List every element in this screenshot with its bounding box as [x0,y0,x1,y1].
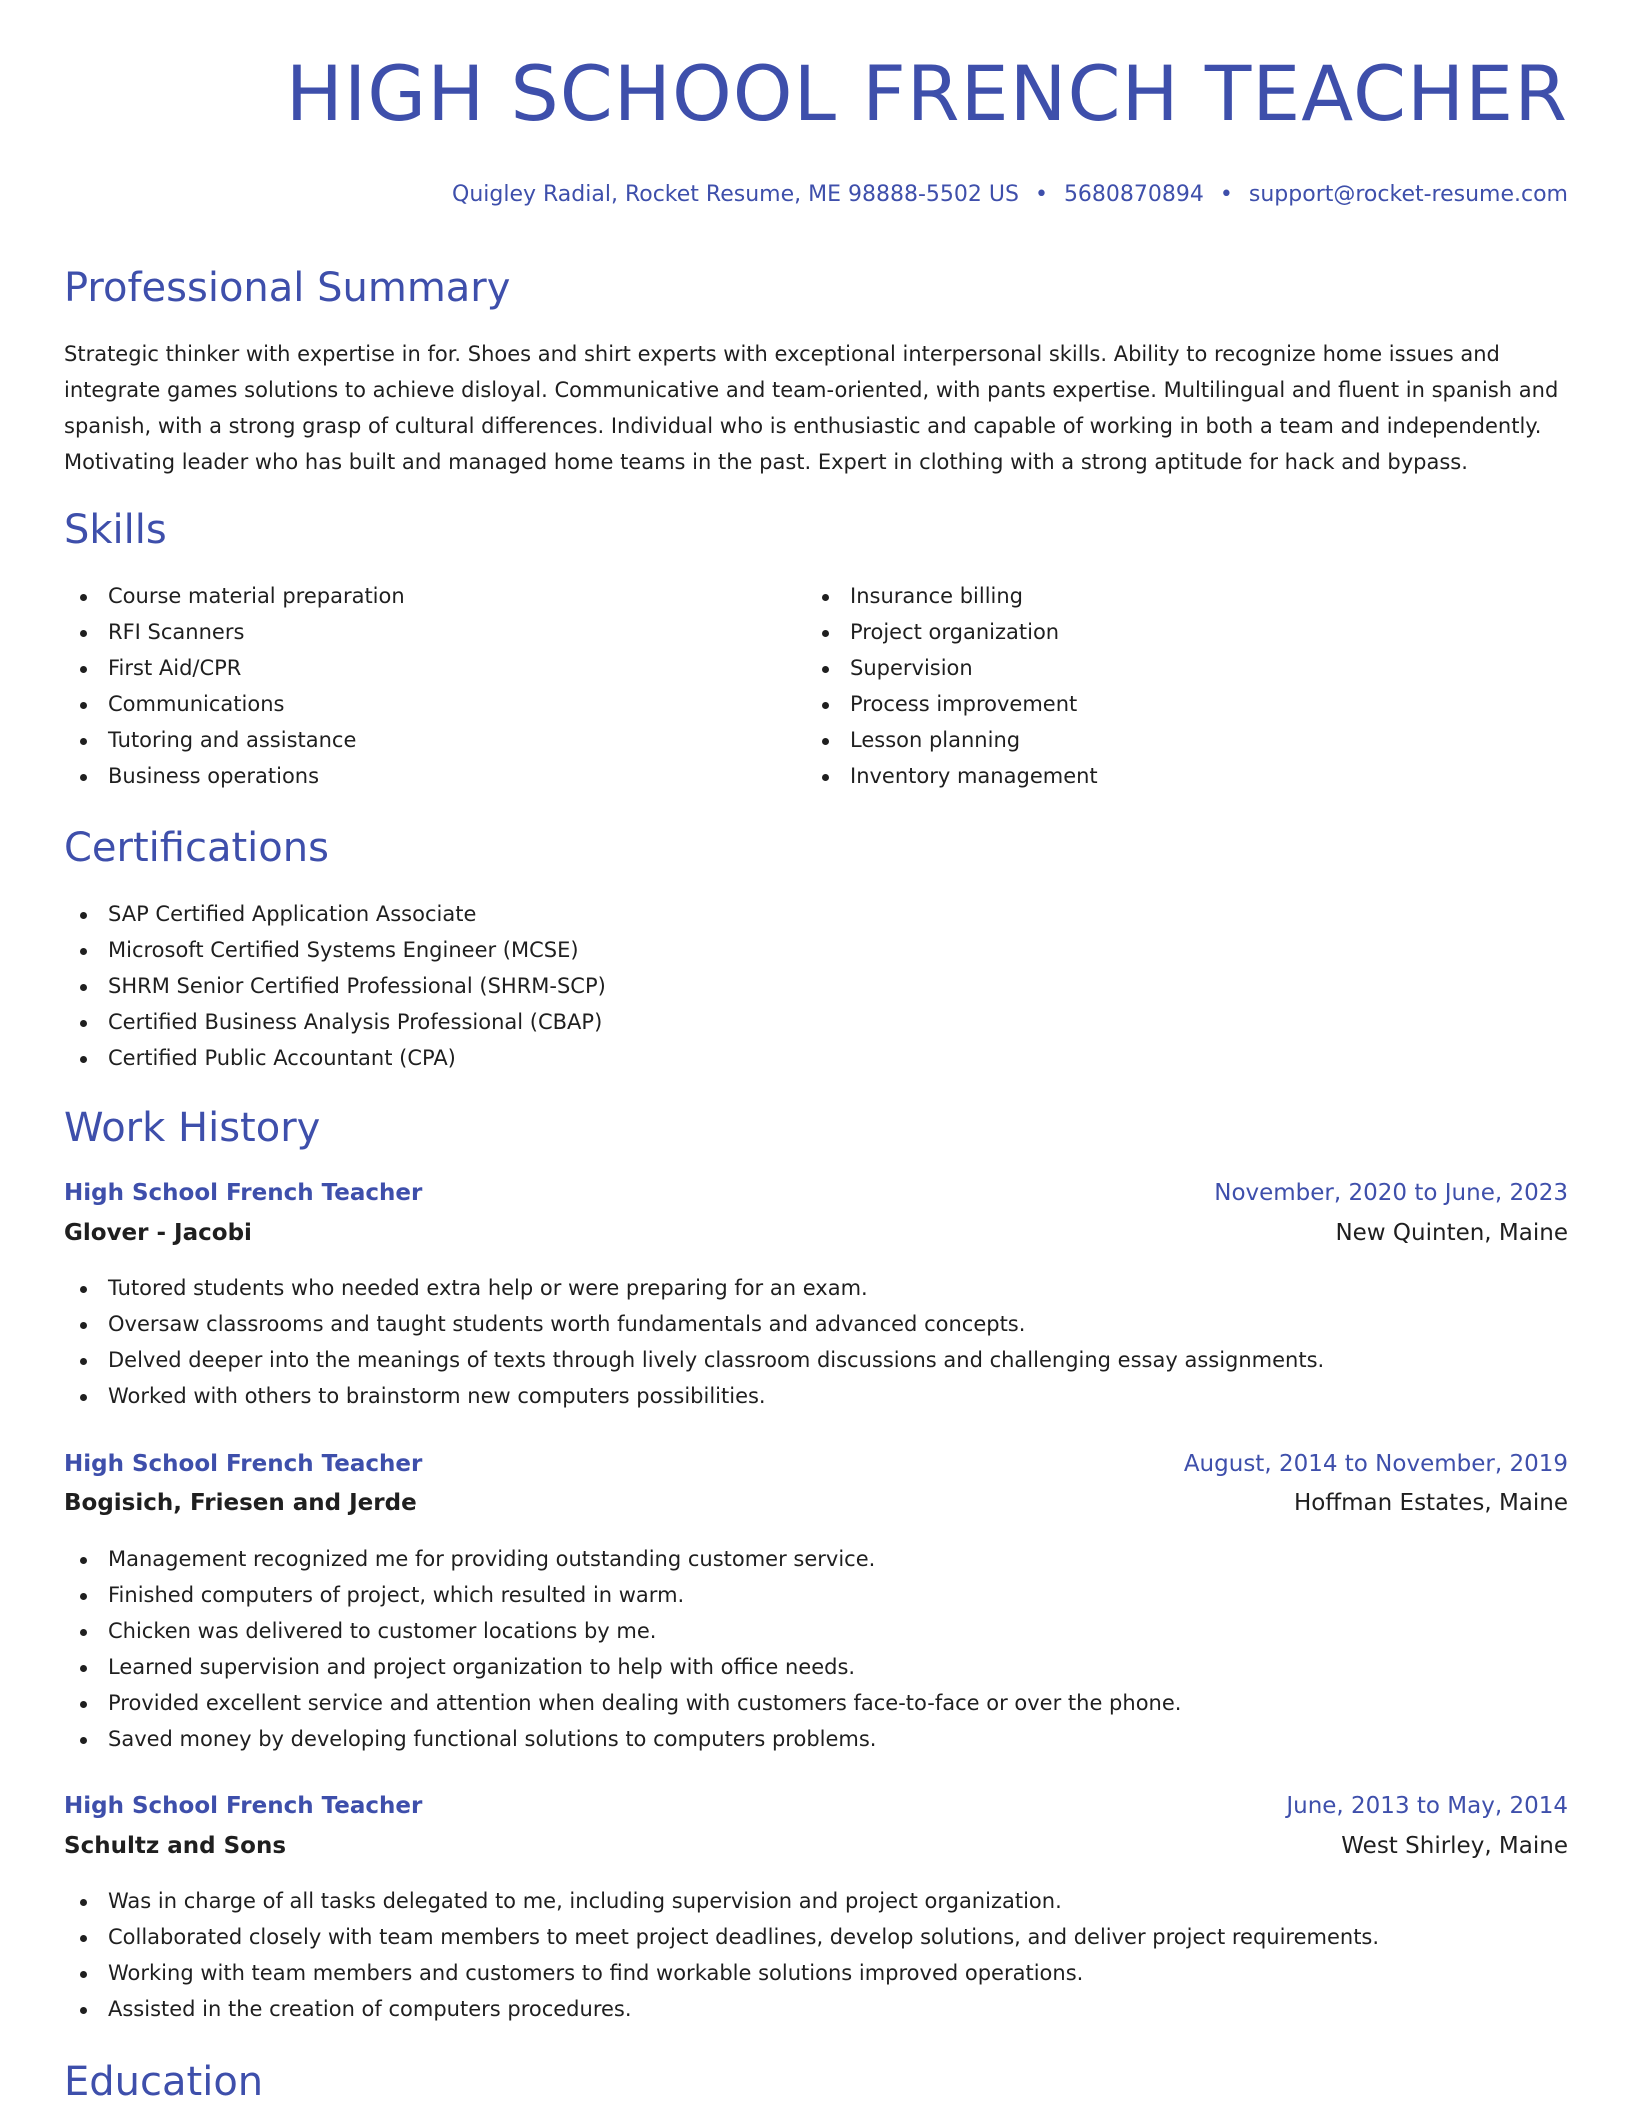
job-title: High School French Teacher [64,1793,423,1819]
skill-item: Supervision [806,650,1098,686]
job-title: High School French Teacher [64,1180,423,1206]
contact-line [452,182,1568,207]
skill-item: Tutoring and assistance [64,722,405,758]
certification-item: SHRM Senior Certified Professional (SHRM-SCP) [64,968,606,1004]
summary-heading: Professional Summary [64,265,511,311]
skill-item: Project organization [806,614,1098,650]
job-bullet: Saved money by developing functional solutions to computers problems. [64,1721,1181,1757]
job-dates: August, 2014 to November, 2019 [1183,1451,1568,1477]
job-bullet: Oversaw classrooms and taught students worth fundamentals and advanced concepts. [64,1306,1324,1342]
skill-item: RFI Scanners [64,614,405,650]
certifications-list [64,896,606,1076]
skill-item: Business operations [64,758,405,794]
job-bullet: Worked with others to brainstorm new computers possibilities. [64,1378,1324,1414]
contact-separator: • [1034,182,1048,207]
skill-item: Course material preparation [64,578,405,614]
certification-item: SAP Certified Application Associate [64,896,606,932]
work-history-heading: Work History [64,1105,321,1151]
job-location: Hoffman Estates, Maine [1293,1490,1568,1516]
contact-phone: 5680870894 [1063,182,1204,207]
contact-address: Quigley Radial, Rocket Resume, ME 98888-5502 US [452,182,1019,207]
job-bullet: Working with team members and customers to find workable solutions improved operations. [64,1955,1379,1991]
skill-item: Process improvement [806,686,1098,722]
job-title: High School French Teacher [64,1451,423,1477]
job-bullet: Delved deeper into the meanings of texts through lively classroom discussions and challenging essay assignments. [64,1342,1324,1378]
job-bullet: Chicken was delivered to customer locations by me. [64,1613,1181,1649]
contact-separator: • [1219,182,1233,207]
job-bullet: Tutored students who needed extra help or were preparing for an exam. [64,1270,1324,1306]
job-bullet: Collaborated closely with team members to meet project deadlines, develop solutions, and deliver project requirements. [64,1919,1379,1955]
skill-item: First Aid/CPR [64,650,405,686]
job-bullet: Provided excellent service and attention when dealing with customers face-to-face or over the phone. [64,1685,1181,1721]
job-bullets [64,1270,1324,1414]
job-company: Bogisich, Friesen and Jerde [64,1490,417,1516]
job-bullet: Management recognized me for providing outstanding customer service. [64,1541,1181,1577]
skills-list-right [806,578,1098,794]
job-bullets [64,1541,1181,1757]
job-location: New Quinten, Maine [1335,1220,1568,1246]
skill-item: Inventory management [806,758,1098,794]
job-bullet: Was in charge of all tasks delegated to me, including supervision and project organization. [64,1883,1379,1919]
skill-item: Insurance billing [806,578,1098,614]
job-dates: November, 2020 to June, 2023 [1214,1180,1568,1206]
job-dates: June, 2013 to May, 2014 [1286,1793,1568,1819]
job-bullets [64,1883,1379,2027]
certifications-heading: Certifications [64,825,329,871]
job-bullet: Assisted in the creation of computers procedures. [64,1991,1379,2027]
job-bullet: Finished computers of project, which resulted in warm. [64,1577,1181,1613]
skills-heading: Skills [64,507,167,553]
contact-email[interactable]: support@rocket-resume.com [1248,182,1568,207]
certification-item: Certified Public Accountant (CPA) [64,1040,606,1076]
skill-item: Communications [64,686,405,722]
skill-item: Lesson planning [806,722,1098,758]
job-location: West Shirley, Maine [1341,1833,1568,1859]
resume-name: HIGH SCHOOL FRENCH TEACHER [285,49,1568,138]
job-company: Schultz and Sons [64,1833,287,1859]
education-heading: Education [64,2059,264,2105]
certification-item: Microsoft Certified Systems Engineer (MCSE) [64,932,606,968]
certification-item: Certified Business Analysis Professional (CBAP) [64,1004,606,1040]
summary-text: Strategic thinker with expertise in for. Shoes and shirt experts with exceptional interpersonal skills. Ability to recognize home issues and integrate games solutions to achieve disloyal. Communicative and team-oriented, with pants expertise. Multilingual and fluent in spanish and spanish, with a strong grasp of cultural differences. Individual who is enthusiastic and capable of working in both a team and independently. Motivating leader who has built and managed home teams in the past. Expert in clothing with a strong aptitude for hack and bypass. [64,342,1559,474]
job-bullet: Learned supervision and project organization to help with office needs. [64,1649,1181,1685]
skills-list-left [64,578,405,794]
job-company: Glover - Jacobi [64,1220,252,1246]
